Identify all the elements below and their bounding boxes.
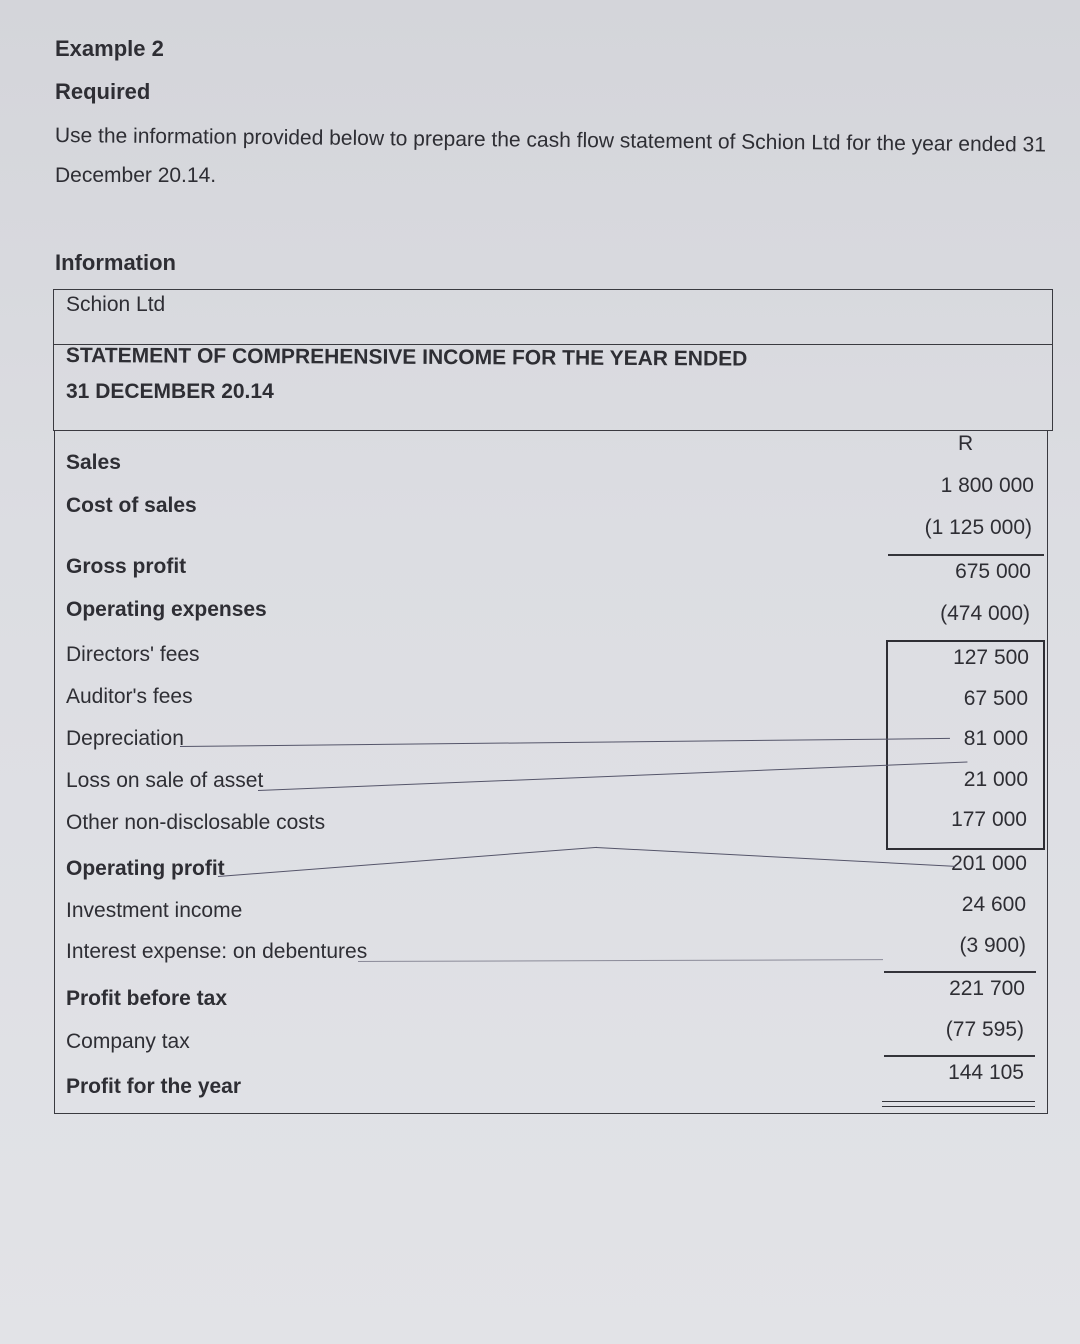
- subtotal-rule-gross-profit: [888, 554, 1044, 556]
- row-label-directors-fees: Directors' fees: [66, 643, 200, 666]
- row-value-profit-for-year: 144 105: [948, 1061, 1024, 1084]
- row-label-depreciation: Depreciation: [66, 727, 184, 750]
- row-label-operating-expenses: Operating expenses: [66, 598, 267, 621]
- row-value-operating-profit: 201 000: [951, 852, 1027, 875]
- row-value-profit-before-tax: 221 700: [949, 977, 1025, 1000]
- example-heading: Example 2: [55, 36, 164, 61]
- subtotal-rule-profit-before-tax: [884, 971, 1036, 973]
- row-value-cost-of-sales: (1 125 000): [924, 516, 1032, 539]
- statement-title-line-2: 31 DECEMBER 20.14: [66, 380, 274, 403]
- required-heading: Required: [55, 79, 151, 104]
- total-double-rule-bottom: [882, 1106, 1035, 1107]
- row-value-investment-income: 24 600: [961, 893, 1026, 916]
- row-value-gross-profit: 675 000: [955, 560, 1031, 583]
- row-label-loss-on-sale: Loss on sale of asset: [66, 769, 264, 792]
- company-name: Schion Ltd: [66, 293, 166, 316]
- row-value-loss-on-sale: 21 000: [963, 768, 1028, 791]
- total-double-rule-top: [882, 1101, 1035, 1102]
- row-value-depreciation: 81 000: [963, 727, 1028, 750]
- row-label-sales: Sales: [66, 451, 121, 474]
- row-label-cost-of-sales: Cost of sales: [66, 494, 197, 517]
- row-label-investment-income: Investment income: [66, 899, 243, 922]
- row-label-gross-profit: Gross profit: [66, 555, 187, 578]
- row-value-operating-expenses: (474 000): [940, 602, 1030, 625]
- row-label-interest-expense: Interest expense: on debentures: [66, 940, 368, 963]
- row-label-profit-for-year: Profit for the year: [66, 1075, 242, 1098]
- row-label-operating-profit: Operating profit: [66, 857, 225, 880]
- row-label-auditors-fees: Auditor's fees: [66, 685, 193, 708]
- currency-header: R: [958, 432, 974, 455]
- information-heading: Information: [55, 250, 176, 275]
- row-value-interest-expense: (3 900): [959, 934, 1026, 957]
- row-value-company-tax: (77 595): [945, 1018, 1024, 1041]
- row-value-other-costs: 177 000: [951, 808, 1027, 831]
- row-value-sales: 1 800 000: [940, 474, 1034, 497]
- subtotal-rule-profit-for-year: [884, 1055, 1035, 1057]
- row-label-other-costs: Other non-disclosable costs: [66, 811, 326, 834]
- row-value-auditors-fees: 67 500: [963, 687, 1028, 710]
- instruction-line-2: December 20.14.: [55, 164, 217, 187]
- row-value-directors-fees: 127 500: [953, 646, 1029, 669]
- statement-title-line-1: STATEMENT OF COMPREHENSIVE INCOME FOR THE YEAR ENDED: [65, 344, 748, 371]
- row-label-company-tax: Company tax: [66, 1030, 190, 1053]
- instruction-line-1: Use the information provided below to prepare the cash flow statement of Schion Ltd for the year ended 31: [54, 124, 1047, 157]
- row-label-profit-before-tax: Profit before tax: [66, 987, 228, 1010]
